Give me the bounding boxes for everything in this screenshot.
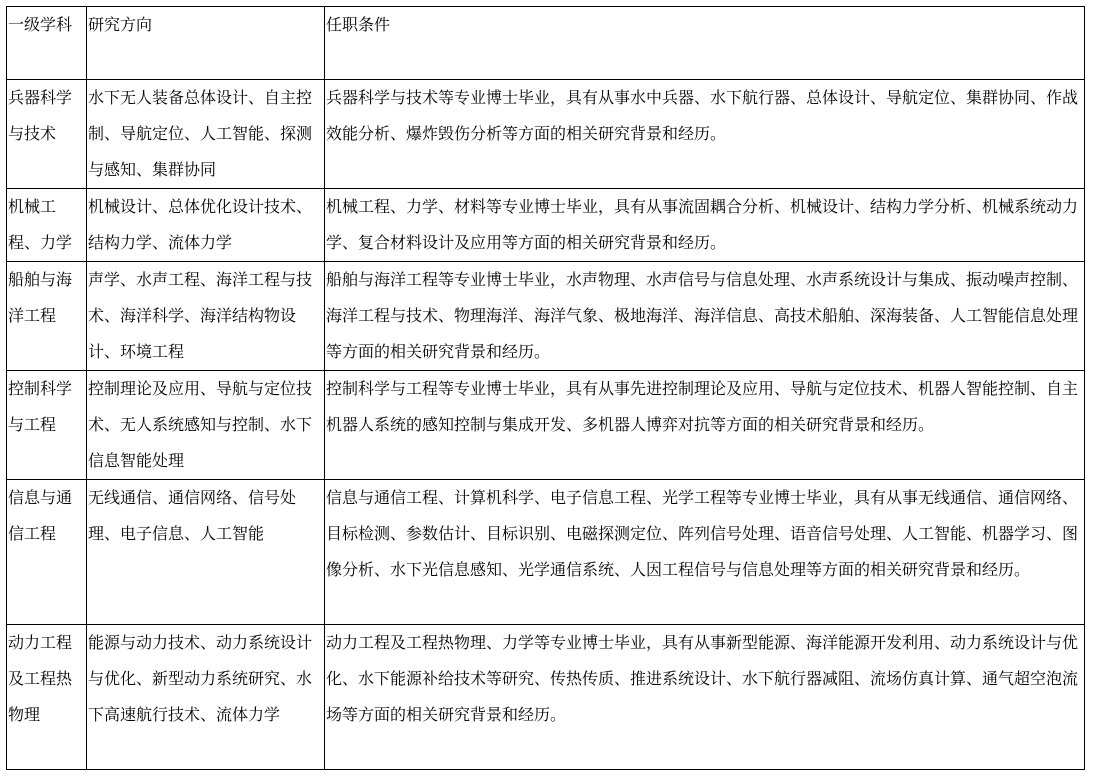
cell-discipline: 机械工程、力学 bbox=[7, 189, 87, 262]
cell-requirement: 信息与通信工程、计算机科学、电子信息工程、光学工程等专业博士毕业，具有从事无线通信、通信网络、目标检测、参数估计、目标识别、电磁探测定位、阵列信号处理、语音信号处理、人工智能、机器学习、图像分析、水下光信息感知、光学通信系统、人因工程信号与信息处理等方面的相关研究背景和经历。 bbox=[325, 480, 1085, 625]
table-row bbox=[7, 480, 1085, 625]
cell-direction: 水下无人装备总体设计、自主控制、导航定位、人工智能、探测与感知、集群协同 bbox=[87, 80, 325, 189]
cell-discipline: 船舶与海洋工程 bbox=[7, 262, 87, 371]
cell-requirement: 船舶与海洋工程等专业博士毕业，水声物理、水声信号与信息处理、水声系统设计与集成、振动噪声控制、海洋工程与技术、物理海洋、海洋气象、极地海洋、海洋信息、高技术船舶、深海装备、人工智能信息处理等方面的相关研究背景和经历。 bbox=[325, 262, 1085, 371]
header-direction: 研究方向 bbox=[87, 7, 325, 80]
cell-direction: 控制理论及应用、导航与定位技术、无人系统感知与控制、水下信息智能处理 bbox=[87, 371, 325, 480]
cell-discipline: 控制科学与工程 bbox=[7, 371, 87, 480]
cell-direction: 能源与动力技术、动力系统设计与优化、新型动力系统研究、水下高速航行技术、流体力学 bbox=[87, 625, 325, 770]
cell-requirement: 兵器科学与技术等专业博士毕业，具有从事水中兵器、水下航行器、总体设计、导航定位、集群协同、作战效能分析、爆炸毁伤分析等方面的相关研究背景和经历。 bbox=[325, 80, 1085, 189]
table-header-row bbox=[7, 7, 1085, 80]
cell-direction: 机械设计、总体优化设计技术、结构力学、流体力学 bbox=[87, 189, 325, 262]
table-row bbox=[7, 371, 1085, 480]
cell-requirement: 机械工程、力学、材料等专业博士毕业，具有从事流固耦合分析、机械设计、结构力学分析、机械系统动力学、复合材料设计及应用等方面的相关研究背景和经历。 bbox=[325, 189, 1085, 262]
cell-discipline: 兵器科学与技术 bbox=[7, 80, 87, 189]
header-discipline: 一级学科 bbox=[7, 7, 87, 80]
cell-discipline: 信息与通信工程 bbox=[7, 480, 87, 625]
cell-requirement: 控制科学与工程等专业博士毕业，具有从事先进控制理论及应用、导航与定位技术、机器人智能控制、自主机器人系统的感知控制与集成开发、多机器人博弈对抗等方面的相关研究背景和经历。 bbox=[325, 371, 1085, 480]
cell-discipline: 动力工程及工程热物理 bbox=[7, 625, 87, 770]
table-row bbox=[7, 80, 1085, 189]
cell-requirement: 动力工程及工程热物理、力学等专业博士毕业，具有从事新型能源、海洋能源开发利用、动力系统设计与优化、水下能源补给技术等研究、传热传质、推进系统设计、水下航行器减阻、流场仿真计算、通气超空泡流场等方面的相关研究背景和经历。 bbox=[325, 625, 1085, 770]
header-requirement: 任职条件 bbox=[325, 7, 1085, 80]
table-row bbox=[7, 189, 1085, 262]
recruitment-table bbox=[6, 6, 1085, 770]
cell-direction: 无线通信、通信网络、信号处理、电子信息、人工智能 bbox=[87, 480, 325, 625]
table-row bbox=[7, 625, 1085, 770]
table-row bbox=[7, 262, 1085, 371]
cell-direction: 声学、水声工程、海洋工程与技术、海洋科学、海洋结构物设计、环境工程 bbox=[87, 262, 325, 371]
